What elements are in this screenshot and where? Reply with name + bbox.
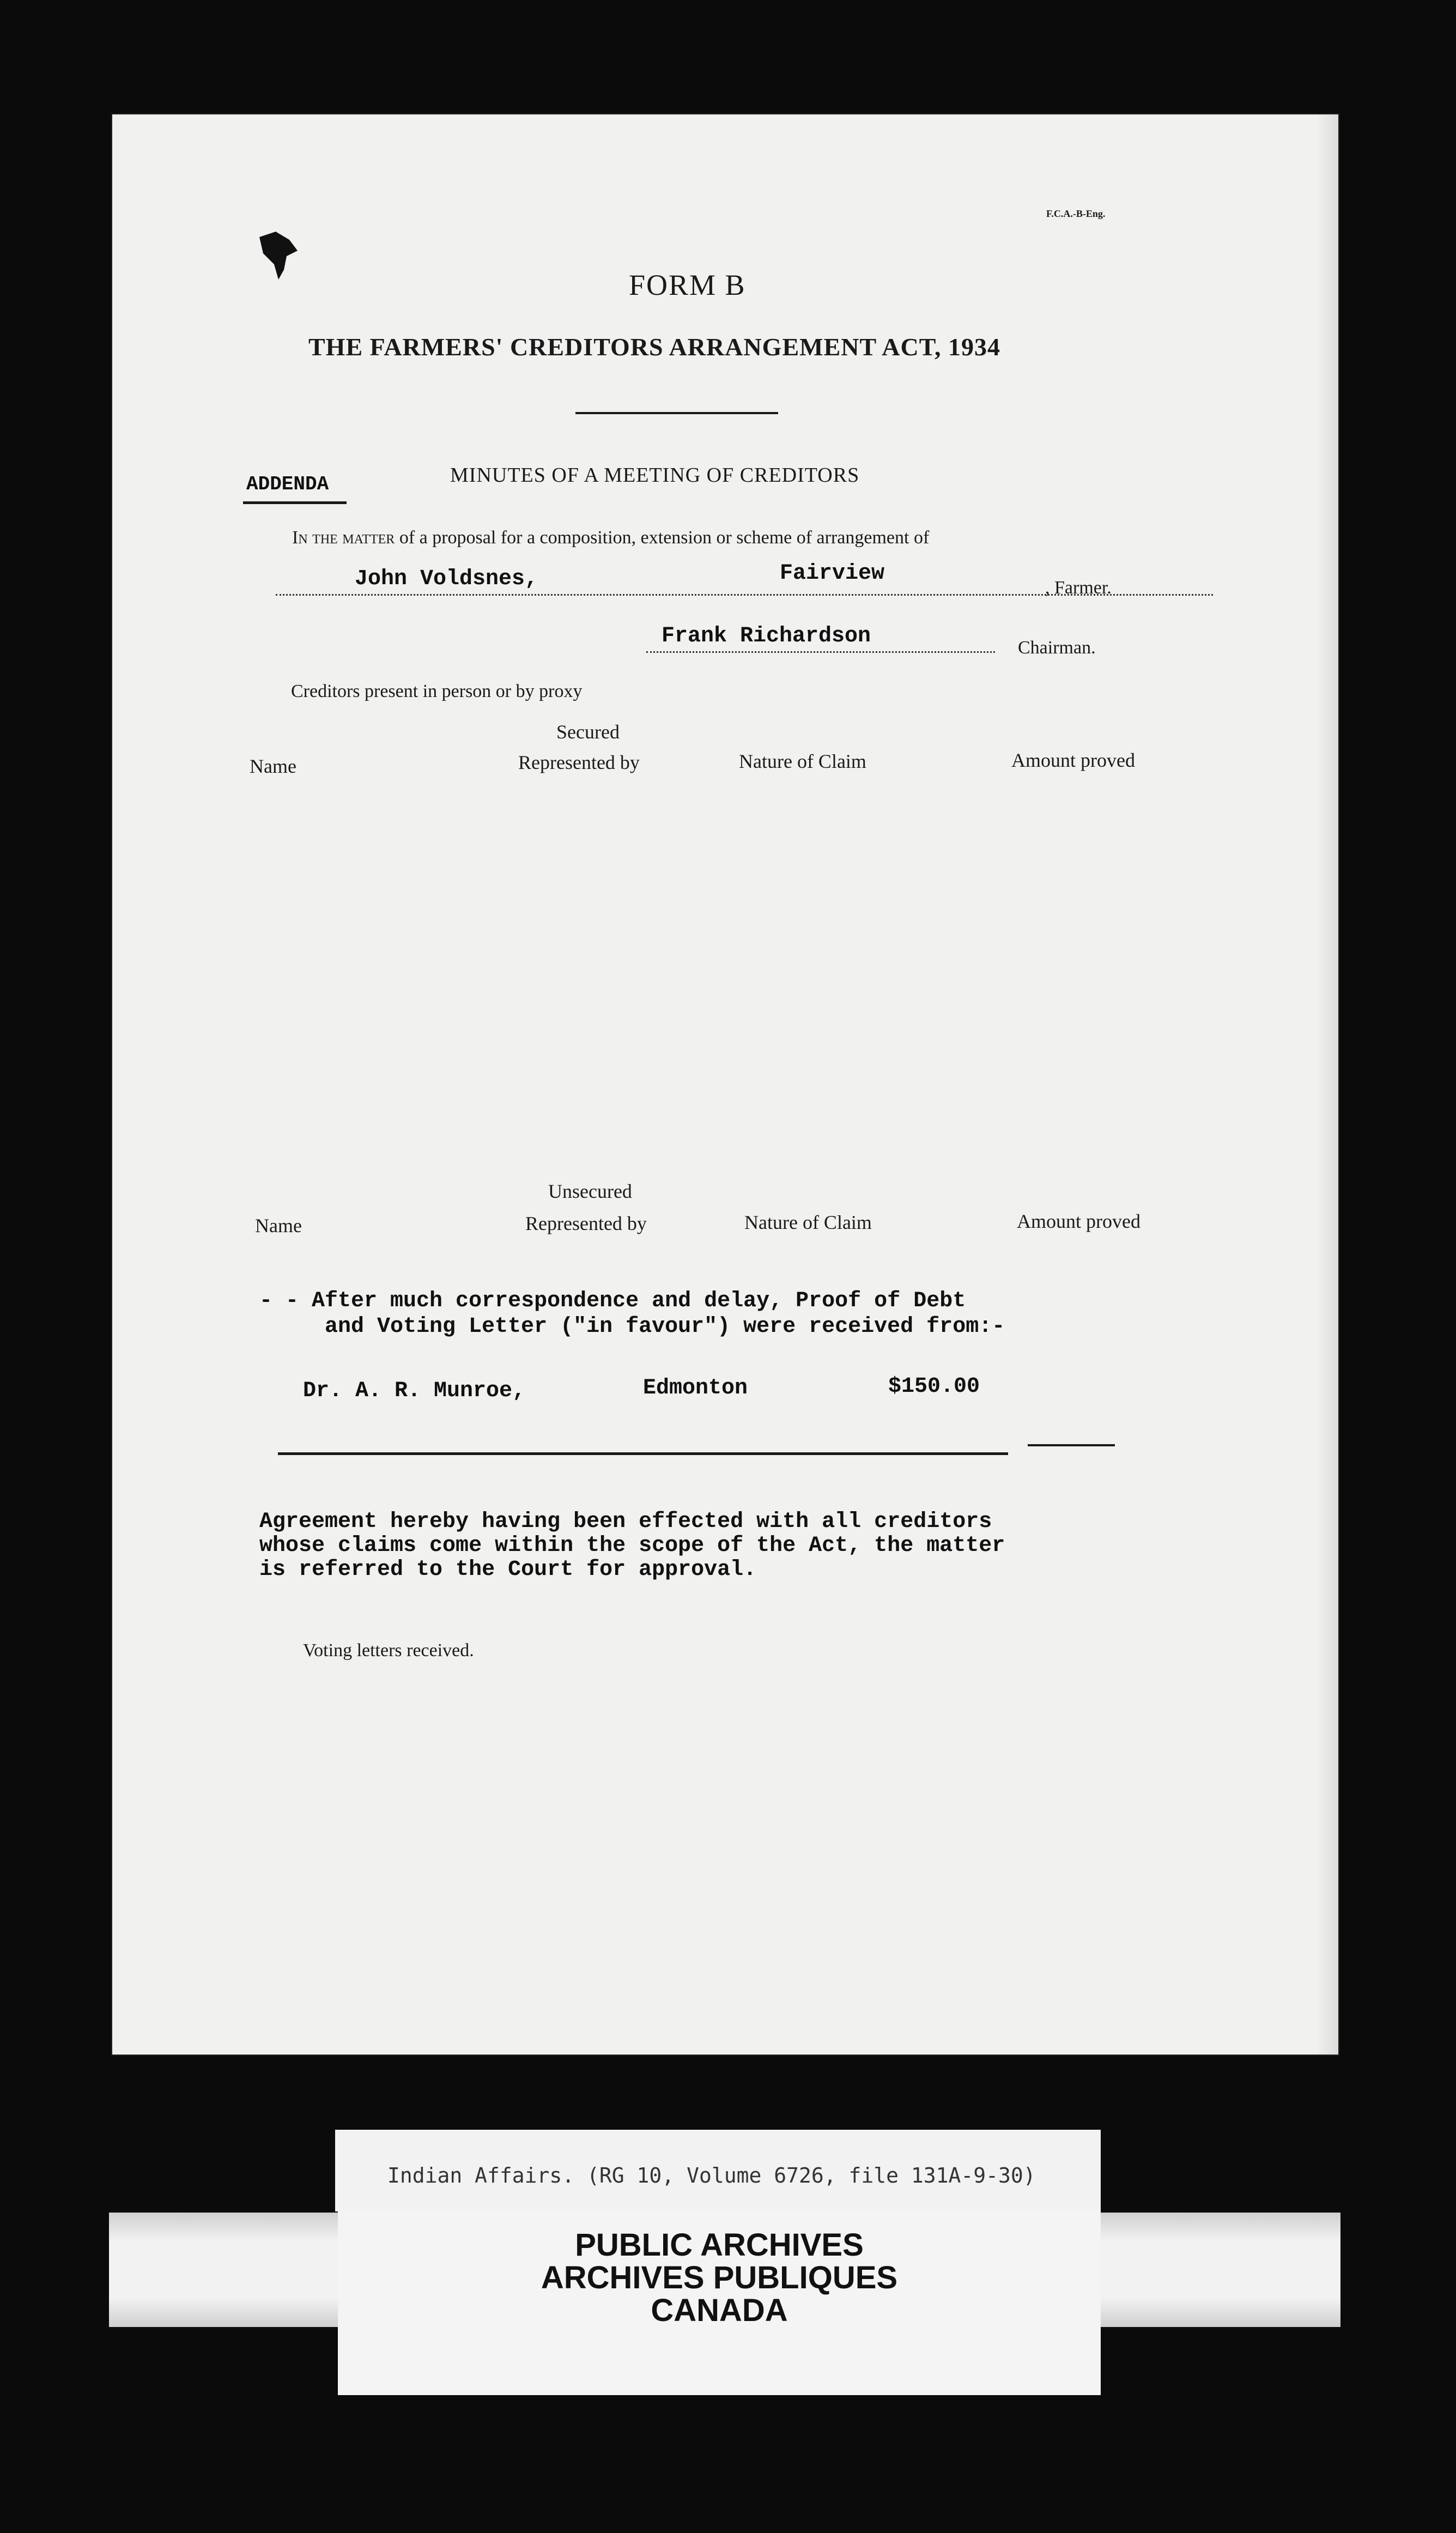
creditor-location: Edmonton <box>643 1376 748 1401</box>
matter-text: of a proposal for a composition, extension or scheme of arrangement of <box>399 528 930 548</box>
matter-smallcaps: In the matter <box>292 528 395 548</box>
creditor-name: Dr. A. R. Munroe, <box>303 1379 526 1403</box>
agreement-line1: Agreement hereby having been effected with all creditors <box>259 1510 992 1534</box>
creditors-present: Creditors present in person or by proxy <box>291 681 583 701</box>
unsecured-note-line1: - - After much correspondence and delay, Proof of Debt <box>259 1289 966 1313</box>
archive-line1: PUBLIC ARCHIVES <box>575 2227 864 2263</box>
unsecured-col-amount: Amount proved <box>1017 1210 1140 1232</box>
archive-line2: ARCHIVES PUBLIQUES <box>541 2260 898 2295</box>
unsecured-col-name: Name <box>255 1215 302 1237</box>
form-title: FORM B <box>629 269 746 301</box>
chairman-dotted-line <box>646 651 995 653</box>
secured-col-amount: Amount proved <box>1011 749 1135 771</box>
farmer-location: Fairview <box>780 561 885 586</box>
unsecured-note-line2: and Voting Letter ("in favour") were received from:- <box>325 1314 1005 1339</box>
form-code: F.C.A.-B-Eng. <box>1046 208 1106 219</box>
chairman-label: Chairman. <box>1018 638 1096 658</box>
archive-reference: Indian Affairs. (RG 10, Volume 6726, file 131A-9-30) <box>387 2164 1036 2187</box>
unsecured-label: Unsecured <box>548 1180 632 1202</box>
voting-letters: Voting letters received. <box>303 1640 474 1661</box>
secured-col-name: Name <box>250 755 296 777</box>
unsecured-col-represented: Represented by <box>525 1213 647 1234</box>
archive-reference-strip <box>335 2130 1101 2211</box>
addenda-underline <box>243 501 347 504</box>
sheet-edge <box>1317 114 1338 2055</box>
title-rule <box>575 412 778 414</box>
agreement-line3: is referred to the Court for approval. <box>259 1558 757 1582</box>
agreement-line2: whose claims come within the scope of the Act, the matter <box>259 1534 1005 1558</box>
entry-rule <box>278 1452 1008 1455</box>
secured-label: Secured <box>556 721 620 743</box>
addenda-label: ADDENDA <box>246 473 329 495</box>
unsecured-col-nature: Nature of Claim <box>744 1211 872 1233</box>
minutes-heading: MINUTES OF A MEETING OF CREDITORS <box>450 464 860 487</box>
amount-rule <box>1028 1444 1115 1446</box>
archive-line3: CANADA <box>651 2293 788 2328</box>
form-sheet <box>112 114 1338 2055</box>
secured-col-nature: Nature of Claim <box>739 750 866 772</box>
ink-blot-icon <box>257 232 300 281</box>
creditor-amount: $150.00 <box>888 1374 980 1399</box>
farmer-label: , Farmer. <box>1045 578 1112 598</box>
act-title: THE FARMERS' CREDITORS ARRANGEMENT ACT, 1934 <box>308 333 1000 361</box>
chairman-name: Frank Richardson <box>662 624 871 649</box>
farmer-name: John Voldsnes, <box>355 567 538 591</box>
secured-col-represented: Represented by <box>518 752 640 773</box>
matter-line <box>292 528 929 548</box>
archive-stamp <box>338 2210 1101 2395</box>
